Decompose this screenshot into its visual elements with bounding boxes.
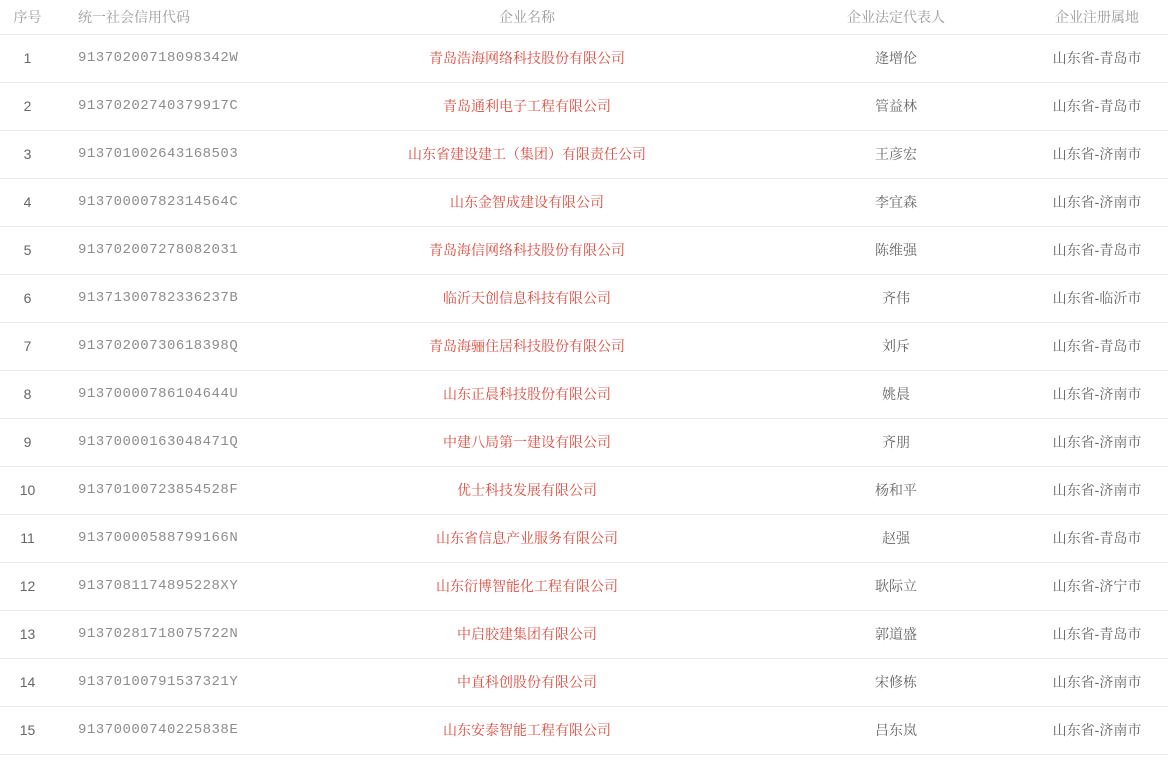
table-row <box>0 178 1168 226</box>
company-name-link[interactable]: 青岛浩海网络科技股份有限公司 <box>429 50 625 66</box>
credit-code-cell: 91371300782336237B <box>55 274 288 322</box>
location-cell: 山东省-青岛市 <box>1026 226 1168 274</box>
table-row <box>0 466 1168 514</box>
credit-code-cell: 9137081174895228XY <box>55 562 288 610</box>
col-header-credit-code: 统一社会信用代码 <box>55 0 288 34</box>
row-index-cell: 2 <box>0 82 55 130</box>
company-name-link[interactable]: 山东金智成建设有限公司 <box>450 194 604 210</box>
company-name-cell <box>288 34 766 82</box>
company-name-link[interactable]: 临沂天创信息科技有限公司 <box>443 290 611 306</box>
row-index-cell: 14 <box>0 658 55 706</box>
row-index-cell: 3 <box>0 130 55 178</box>
location-cell: 山东省-济南市 <box>1026 706 1168 754</box>
representative-cell: 刘斥 <box>766 322 1026 370</box>
row-index-cell: 13 <box>0 610 55 658</box>
credit-code-cell: 91370200718098342W <box>55 34 288 82</box>
credit-code-cell: 913701002643168503 <box>55 130 288 178</box>
row-index-cell: 6 <box>0 274 55 322</box>
company-name-link[interactable]: 山东正晨科技股份有限公司 <box>443 386 611 402</box>
row-index-cell: 12 <box>0 562 55 610</box>
company-name-cell <box>288 562 766 610</box>
company-name-cell <box>288 658 766 706</box>
row-index-cell: 5 <box>0 226 55 274</box>
location-cell: 山东省-青岛市 <box>1026 34 1168 82</box>
table-row <box>0 34 1168 82</box>
company-name-cell <box>288 274 766 322</box>
location-cell: 山东省-济南市 <box>1026 370 1168 418</box>
credit-code-cell: 91370000588799166N <box>55 514 288 562</box>
location-cell: 山东省-济南市 <box>1026 130 1168 178</box>
table-row <box>0 130 1168 178</box>
row-index-cell: 11 <box>0 514 55 562</box>
credit-code-cell: 91370100791537321Y <box>55 658 288 706</box>
table-row <box>0 514 1168 562</box>
table-header-row <box>0 0 1168 34</box>
credit-code-cell: 91370000786104644U <box>55 370 288 418</box>
representative-cell: 郭道盛 <box>766 610 1026 658</box>
row-index-cell: 9 <box>0 418 55 466</box>
company-name-link[interactable]: 中启胶建集团有限公司 <box>457 626 597 642</box>
credit-code-cell: 91370000782314564C <box>55 178 288 226</box>
company-name-cell <box>288 610 766 658</box>
company-name-link[interactable]: 山东安泰智能工程有限公司 <box>443 722 611 738</box>
company-name-cell <box>288 226 766 274</box>
col-header-representative: 企业法定代表人 <box>766 0 1026 34</box>
company-name-cell <box>288 466 766 514</box>
location-cell: 山东省-济南市 <box>1026 178 1168 226</box>
row-index-cell: 1 <box>0 34 55 82</box>
company-name-cell <box>288 130 766 178</box>
credit-code-cell: 913702007278082031 <box>55 226 288 274</box>
table-row <box>0 562 1168 610</box>
company-name-link[interactable]: 青岛海骊住居科技股份有限公司 <box>429 338 625 354</box>
company-name-link[interactable]: 中直科创股份有限公司 <box>457 674 597 690</box>
representative-cell: 李宜森 <box>766 178 1026 226</box>
location-cell: 山东省-济南市 <box>1026 418 1168 466</box>
company-name-cell <box>288 370 766 418</box>
table-row <box>0 82 1168 130</box>
company-name-link[interactable]: 山东衍博智能化工程有限公司 <box>436 578 618 594</box>
representative-cell: 姚晨 <box>766 370 1026 418</box>
table-row <box>0 274 1168 322</box>
representative-cell: 吕东岚 <box>766 706 1026 754</box>
company-name-cell <box>288 418 766 466</box>
table-row <box>0 658 1168 706</box>
credit-code-cell: 91370000740225838E <box>55 706 288 754</box>
location-cell: 山东省-青岛市 <box>1026 610 1168 658</box>
company-name-cell <box>288 514 766 562</box>
table-row <box>0 706 1168 754</box>
location-cell: 山东省-青岛市 <box>1026 82 1168 130</box>
location-cell: 山东省-济宁市 <box>1026 562 1168 610</box>
table-row <box>0 322 1168 370</box>
location-cell: 山东省-济南市 <box>1026 466 1168 514</box>
representative-cell: 齐伟 <box>766 274 1026 322</box>
company-name-cell <box>288 82 766 130</box>
col-header-index: 序号 <box>0 0 55 34</box>
representative-cell: 赵强 <box>766 514 1026 562</box>
company-name-link[interactable]: 优士科技发展有限公司 <box>457 482 597 498</box>
representative-cell: 逄增伦 <box>766 34 1026 82</box>
col-header-company-name: 企业名称 <box>288 0 766 34</box>
representative-cell: 耿际立 <box>766 562 1026 610</box>
company-name-link[interactable]: 青岛通利电子工程有限公司 <box>443 98 611 114</box>
location-cell: 山东省-济南市 <box>1026 658 1168 706</box>
col-header-location: 企业注册属地 <box>1026 0 1168 34</box>
representative-cell: 陈维强 <box>766 226 1026 274</box>
location-cell: 山东省-青岛市 <box>1026 514 1168 562</box>
credit-code-cell: 91370281718075722N <box>55 610 288 658</box>
location-cell: 山东省-青岛市 <box>1026 322 1168 370</box>
company-name-cell <box>288 322 766 370</box>
credit-code-cell: 91370100723854528F <box>55 466 288 514</box>
credit-code-cell: 91370202740379917C <box>55 82 288 130</box>
table-body <box>0 34 1168 754</box>
location-cell: 山东省-临沂市 <box>1026 274 1168 322</box>
table-row <box>0 226 1168 274</box>
row-index-cell: 7 <box>0 322 55 370</box>
company-name-link[interactable]: 青岛海信网络科技股份有限公司 <box>429 242 625 258</box>
row-index-cell: 8 <box>0 370 55 418</box>
company-name-link[interactable]: 山东省信息产业服务有限公司 <box>436 530 618 546</box>
representative-cell: 杨和平 <box>766 466 1026 514</box>
row-index-cell: 4 <box>0 178 55 226</box>
credit-code-cell: 91370000163048471Q <box>55 418 288 466</box>
credit-code-cell: 91370200730618398Q <box>55 322 288 370</box>
table-row <box>0 418 1168 466</box>
representative-cell: 齐朋 <box>766 418 1026 466</box>
company-name-cell <box>288 178 766 226</box>
table-row <box>0 370 1168 418</box>
table-row <box>0 610 1168 658</box>
representative-cell: 王彦宏 <box>766 130 1026 178</box>
company-name-cell <box>288 706 766 754</box>
row-index-cell: 15 <box>0 706 55 754</box>
company-name-link[interactable]: 山东省建设建工（集团）有限责任公司 <box>408 146 646 162</box>
representative-cell: 宋修栋 <box>766 658 1026 706</box>
representative-cell: 管益林 <box>766 82 1026 130</box>
row-index-cell: 10 <box>0 466 55 514</box>
company-name-link[interactable]: 中建八局第一建设有限公司 <box>443 434 611 450</box>
